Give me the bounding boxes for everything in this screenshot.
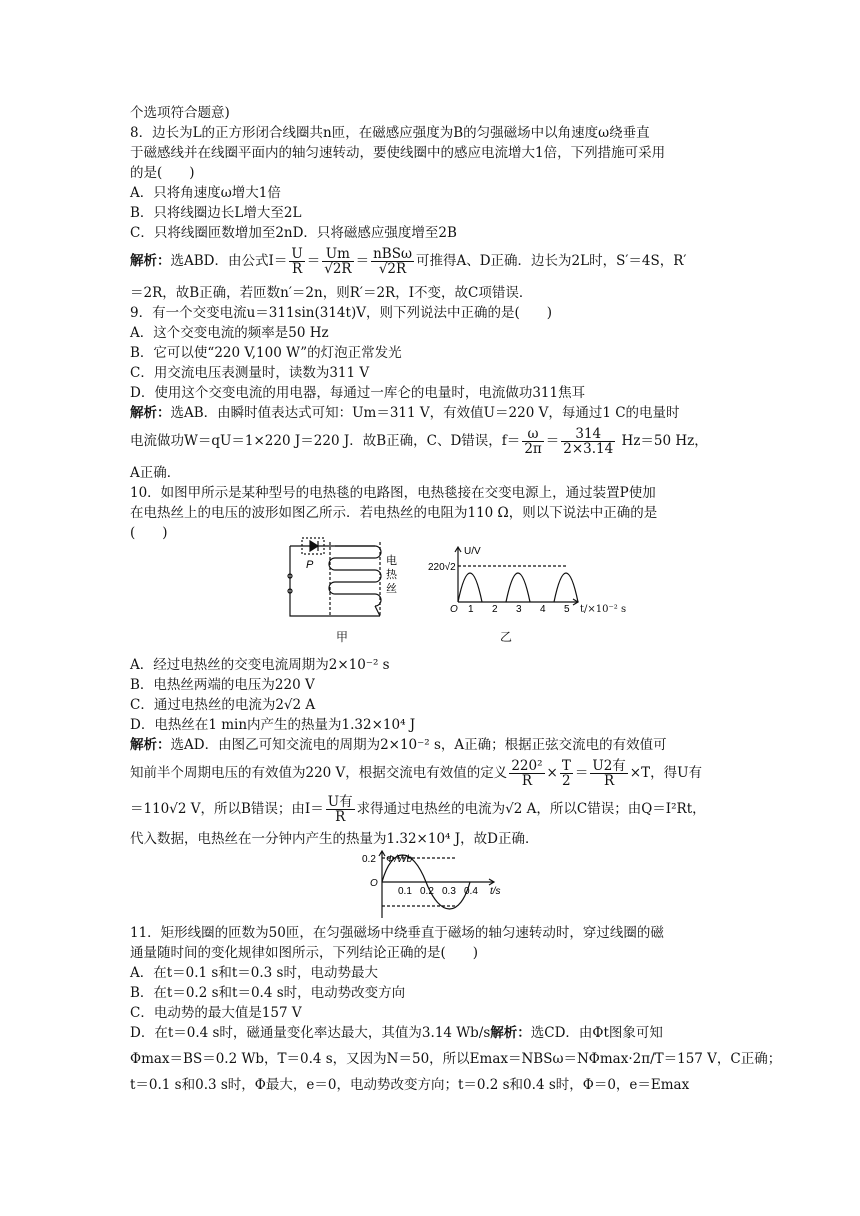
q10-analysis-line-3 (130, 794, 734, 824)
q8-stem-3: 的是( ) (130, 165, 195, 181)
waveform-xtick: 1 (468, 604, 474, 614)
fraction: $\frac{Um}{√2R}$ (324, 246, 352, 277)
waveform-origin: O (450, 604, 458, 614)
device-p-label: P (306, 559, 314, 571)
q10-analysis-line-2: 知前半个周期电压的有效值为220 V，根据交流电有效值的定义 $\frac{\text{220²}}{R}$ × $\frac{T}{2}$ ＝ $\frac{\text{U2有}}{R}$ ×T，得U有 (130, 758, 702, 789)
q9-option-c: C．用交流电压表测量时，读数为311 V (130, 365, 370, 381)
q8-option-a: A．只将角速度ω增大1倍 (130, 185, 281, 201)
q9-stem: 9．有一个交变电流u＝311sin(314t)V，则下列说法中正确的是( ) (130, 305, 552, 321)
q11-option-d: D．在t＝0.4 s时，磁通量变化率达最大，其值为3.14 Wb/s (130, 1025, 491, 1041)
q9-analysis-pre: 电流做功W＝qU＝1×220 J＝220 J．故B正确，C、D错误，f＝ (130, 433, 521, 449)
q10-option-a: A．经过电热丝的交变电流周期为2×10⁻² s (130, 657, 390, 673)
q8-analysis-post: 可推得A、D正确．边长为2L时，S′＝4S，R′ (415, 253, 687, 269)
waveform-xtick: 3 (516, 604, 522, 614)
flux-xtick: 0.3 (442, 886, 456, 897)
q9-option-b: B．它可以使“220 V,100 W”的灯泡正常发光 (130, 345, 402, 361)
figure-yi-caption: 乙 (500, 630, 513, 644)
fraction: $\frac{\text{U2有}}{R}$ (592, 758, 626, 789)
q8-analysis-line-2: ＝2R，故B正确，若匝数n′＝2n，则R′＝2R，I不变，故C项错误． (130, 285, 533, 301)
fraction: $\frac{\text{220²}}{R}$ (511, 758, 543, 789)
fraction: $\frac{\text{nBSω}}{√2R}$ (373, 246, 412, 277)
fraction: $\frac{U}{R}$ (291, 246, 303, 277)
figure-jia-caption: 甲 (336, 630, 349, 644)
waveform-xlabel: t/×10⁻² s (580, 604, 627, 615)
q9-analysis-line-3: A正确． (130, 465, 181, 481)
voltage-waveform (428, 544, 598, 614)
q10-analysis-text: 选AD．由图乙可知交流电的周期为2×10⁻² s，A正确；根据正弦交流电的有效值可 (170, 737, 667, 753)
q10-stem-2: 在电热丝上的电压的波形如图乙所示．若电热丝的电阻为110 Ω，则以下说法中正确的是 (130, 505, 658, 521)
waveform-xtick: 2 (492, 604, 498, 614)
q11-stem-1: 11．矩形线圈的匝数为50匝，在匀强磁场中绕垂直于磁场的轴匀速转动时，穿过线圈的磁 (130, 925, 664, 941)
q9-option-d: D．使用这个交变电流的用电器，每通过一库仑的电量时，电流做功311焦耳 (130, 385, 586, 401)
flux-graph (346, 850, 516, 920)
waveform-ylabel: U/V (464, 546, 481, 557)
wire-label-2: 热 (386, 569, 397, 581)
fraction: $\frac{T}{2}$ (561, 758, 571, 789)
waveform-xtick: 4 (540, 604, 546, 614)
analysis-label: 解析： (490, 1025, 531, 1041)
q10-option-d: D．电热丝在1 min内产生的热量为1.32×10⁴ J (130, 717, 416, 733)
flux-ylabel: Φ/Wb (386, 854, 413, 865)
flux-xtick: 0.4 (464, 886, 478, 897)
q8-stem-1: 8．边长为L的正方形闭合线圈共n匝，在磁感应强度为B的匀强磁场中以角速度ω绕垂直 (130, 125, 650, 141)
q9-analysis-text: 选AB．由瞬时值表达式可知：Um＝311 V，有效值U＝220 V，每通过1 C的电量时 (170, 405, 680, 421)
q11-analysis-line-3: t＝0.1 s和0.3 s时，Φ最大，e＝0，电动势改变方向；t＝0.2 s和0.4 s时，Φ＝0，e＝Emax (130, 1077, 690, 1093)
q10-option-c: C．通过电热丝的电流为2√2 A (130, 697, 316, 713)
waveform-ymax: 220√2 (428, 562, 456, 573)
q11-option-a: A．在t＝0.1 s和t＝0.3 s时，电动势最大 (130, 965, 378, 981)
q11-analysis-1: 选CD．由Φt图象可知 (530, 1025, 663, 1041)
analysis-label: 解析： (130, 405, 171, 421)
q11-analysis-line-2: Φmax＝BS＝0.2 Wb，T＝0.4 s，又因为N＝50，所以Emax＝NBSω＝NΦmax·2π/T＝157 V，C正确； (130, 1051, 782, 1067)
q8-analysis-pre: 选ABD．由公式I＝ (170, 253, 288, 269)
intro-text: 个选项符合题意) (130, 105, 230, 121)
q9-option-a: A．这个交变电流的频率是50 Hz (130, 325, 329, 341)
fraction: $\frac{314}{2\times 3.14}$ (563, 426, 614, 457)
q10-analysis-post: ×T，得U有 (629, 765, 702, 781)
q10-analysis-line-4: 代入数据，电热丝在一分钟内产生的热量为1.32×10⁴ J，故D正确． (130, 831, 539, 847)
q11-option-c: C．电动势的最大值是157 V (130, 1005, 302, 1021)
flux-origin: O (370, 878, 378, 889)
q8-option-c: C．只将线圈匝数增加至2nD．只将磁感应强度增至2B (130, 225, 457, 241)
circuit-diagram (280, 536, 400, 626)
q9-analysis-line-1 (130, 404, 734, 422)
flux-ymax: 0.2 (362, 854, 376, 865)
q10-stem-3: ( ) (130, 525, 168, 541)
flux-xlabel: t/s (490, 886, 501, 897)
q10-analysis-line-1 (130, 736, 734, 754)
q8-stem-2: 于磁感线并在线圈平面内的轴匀速转动，要使线圈中的感应电流增大1倍，下列措施可采用 (130, 145, 666, 161)
q8-analysis-line-1: 解析：选ABD．由公式I＝ $\frac{U}{R}$ ＝ $\frac{Um}{√2R}$ ＝ $\frac{\text{nBSω}}{√2R}$ 可推得A、D正确．边长为2L时，S′＝4S，R′ (130, 246, 687, 277)
wire-label-1: 电 (386, 555, 397, 567)
wire-label-3: 丝 (386, 583, 397, 595)
fraction: $\frac{\omega}{2\pi}$ (524, 426, 542, 457)
analysis-label: 解析： (130, 253, 171, 269)
q11-option-d-line (130, 1024, 734, 1042)
q11-option-b: B．在t＝0.2 s和t＝0.4 s时，电动势改变方向 (130, 985, 406, 1001)
q10-analysis-3-pre: ＝110√2 V，所以B错误；由I＝ (130, 801, 324, 817)
q8-option-b: B．只将线圈边长L增大至2L (130, 205, 302, 221)
q9-analysis-line-2: 电流做功W＝qU＝1×220 J＝220 J．故B正确，C、D错误，f＝ $\frac{\omega}{2\pi}$ ＝ $\frac{314}{2\times 3.14}$ Hz＝50 Hz， (130, 426, 708, 457)
analysis-label: 解析： (130, 737, 171, 753)
flux-xtick: 0.1 (398, 886, 412, 897)
q10-stem-1: 10．如图甲所示是某种型号的电热毯的电路图，电热毯接在交变电源上，通过装置P使加 (130, 485, 656, 501)
q10-analysis-pre: 知前半个周期电压的有效值为220 V，根据交流电有效值的定义 (130, 765, 508, 781)
waveform-xtick: 5 (564, 604, 570, 614)
fraction: $\frac{\text{U有}}{R}$ (327, 794, 353, 825)
q11-stem-2: 通量随时间的变化规律如图所示，下列结论正确的是( ) (130, 945, 479, 961)
flux-xtick: 0.2 (420, 886, 434, 897)
q9-analysis-post: Hz＝50 Hz， (621, 433, 708, 449)
q10-option-b: B．电热丝两端的电压为220 V (130, 677, 315, 693)
q10-analysis-3-post: 求得通过电热丝的电流为√2 A，所以C错误；由Q＝I²Rt， (356, 801, 706, 817)
